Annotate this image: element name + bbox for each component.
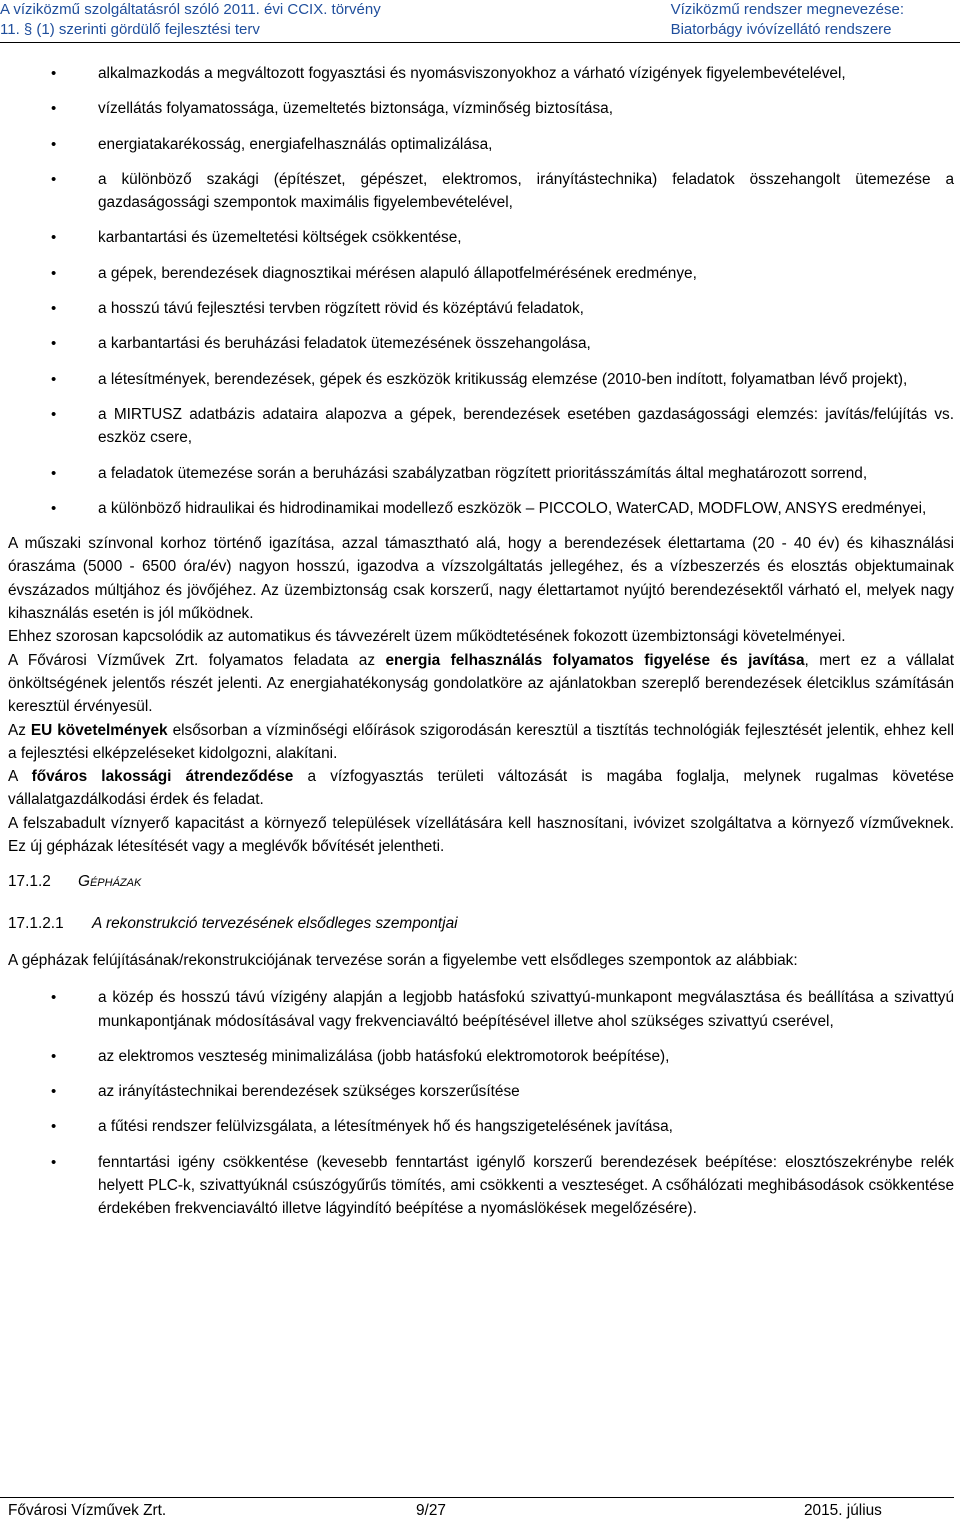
- list-item: • a MIRTUSZ adatbázis adataira alapozva a gépek, berendezések esetében gazdaságossági elemzés: javítás/felújítás vs. eszköz csere,: [8, 403, 954, 450]
- paragraph-text: elsősorban a vízminőségi előírások szigorodásán keresztül a tisztítás technológiák fejlesztését jelentik, ehhez kell a fejlesztési elképzeléseket kidolgozni, alakítani.: [8, 721, 954, 762]
- document-body: [8, 62, 954, 1233]
- header-right: [671, 0, 904, 40]
- header-system-name: Biatorbágy ivóvízellátó rendszere: [670, 21, 892, 38]
- footer-company: Fővárosi Vízművek Zrt.: [8, 1502, 167, 1519]
- paragraph-text: A Fővárosi Vízművek Zrt. folyamatos feladata az: [8, 651, 386, 669]
- header-system-label: Víziközmű rendszer megnevezése:: [670, 1, 904, 18]
- subsection-title: A rekonstrukció tervezésének elsődleges szempontjai: [92, 914, 458, 932]
- section-title: Gépházak: [78, 873, 142, 891]
- paragraph-text: A: [8, 768, 32, 786]
- section-heading: [8, 870, 954, 893]
- list-item: • a különböző szakági (építészet, gépészet, elektromos, irányítástechnika) feladatok összehangolt ütemezése a gazdaságossági szempontok maximális figyelembevételével,: [8, 168, 954, 215]
- list-item: • a feladatok ütemezése során a beruházási szabályzatban rögzített prioritásszámítás által meghatározott sorrend,: [8, 462, 954, 485]
- list-item: • vízellátás folyamatossága, üzemeltetés biztonsága, vízminőség biztosítása,: [8, 97, 954, 120]
- list-item: • a létesítmények, berendezések, gépek és eszközök kritikusság elemzése (2010-ben indított, folyamatban lévő projekt),: [8, 368, 954, 391]
- criteria-list: [8, 62, 954, 520]
- paragraph-emphasis: EU követelmények: [30, 721, 168, 739]
- paragraph-automation: Ehhez szorosan kapcsolódik az automatikus és távvezérelt üzem működtetésének fokozott üzembiztonsági követelményei.: [8, 628, 846, 646]
- paragraph-text: Az: [8, 721, 31, 739]
- paragraph-population: [8, 765, 954, 812]
- page-header: [0, 0, 960, 43]
- list-item: • a hosszú távú fejlesztési tervben rögzített rövid és középtávú feladatok,: [8, 297, 954, 320]
- list-item: • alkalmazkodás a megváltozott fogyasztási és nyomásviszonyokhoz a várható vízigények figyelembevételével,: [8, 62, 954, 85]
- paragraph-emphasis: főváros lakossági átrendeződése: [31, 768, 294, 786]
- subsection-number: 17.1.2.1: [8, 914, 64, 932]
- header-left: [0, 0, 381, 40]
- footer-date: 2015. július: [804, 1502, 882, 1519]
- footer-page-number: 9/27: [416, 1502, 446, 1519]
- subsection-heading: [8, 912, 954, 935]
- paragraph-capacity: A felszabadult víznyerő kapacitást a környező települések vízellátására kell hasznosítani, ivóvizet szolgáltatva a környező vízműveknek. Ez új gépházak létesítését vagy a meglévők bővítését jelentheti.: [8, 814, 954, 856]
- list-item: • karbantartási és üzemeltetési költségek csökkentése,: [8, 226, 954, 249]
- page-footer: [0, 1497, 954, 1524]
- list-item: • a fűtési rendszer felülvizsgálata, a létesítmények hő és hangszigetelésének javítása,: [8, 1115, 954, 1138]
- aspects-list: [8, 986, 954, 1220]
- paragraph-emphasis: energia felhasználás folyamatos figyelése és javítása: [385, 651, 805, 669]
- paragraph-eu: [8, 719, 954, 766]
- list-item: • a közép és hosszú távú vízigény alapján a legjobb hatásfokú szivattyú-munkapont megválasztása és beállítása a szivattyú munkapontjának módosításával vagy frekvenciaváltó beépítésével illetve ahol szükséges szivattyú cserével,: [8, 986, 954, 1033]
- list-item: • a gépek, berendezések diagnosztikai mérésen alapuló állapotfelmérésének eredménye,: [8, 262, 954, 285]
- paragraph-technical-level: A műszaki színvonal korhoz történő igazítása, azzal támasztható alá, hogy a berendezések élettartama (20 - 40 év) és kihasználási óraszáma (5000 - 6500 óra/év) nagyon hosszú, igazodva a vízszolgáltatás jellegéhez, és a vízbeszerzés és elosztás objektumainak évszázados múltjához és jövőjéhez. Az üzembiztonság csak korszerű, nagy élettartamot nyújtó berendezésektől várható el, melyek nagy kihasználás esetén is jól működnek.: [8, 535, 954, 623]
- list-item: • energiatakarékosság, energiafelhasználás optimalizálása,: [8, 133, 954, 156]
- list-item: • a különböző hidraulikai és hidrodinamikai modellező eszközök – PICCOLO, WaterCAD, MODFLOW, ANSYS eredményei,: [8, 497, 954, 520]
- paragraph-energy: [8, 649, 954, 719]
- list-item: • az irányítástechnikai berendezések szükséges korszerűsítése: [8, 1080, 954, 1103]
- list-item: • az elektromos veszteség minimalizálása (jobb hatásfokú elektromotorok beépítése),: [8, 1045, 954, 1068]
- paragraph-text: a vízfogyasztás területi változását is magába foglalja, melynek rugalmas követése vállalatgazdálkodási érdek és feladat.: [8, 768, 954, 809]
- header-law-section: 11. § (1) szerinti gördülő fejlesztési terv: [0, 21, 260, 38]
- list-item: • a karbantartási és beruházási feladatok ütemezésének összehangolása,: [8, 332, 954, 355]
- section-number: 17.1.2: [8, 873, 51, 891]
- header-law-title: A víziközmű szolgáltatásról szóló 2011. évi CCIX. törvény: [0, 1, 381, 18]
- list-item: • fenntartási igény csökkentése (kevesebb fenntartást igénylő korszerű berendezések beépítése: elosztószekrénybe relék helyett PLC-k, szivattyúknál csúszógyűrűs tömítés, ami csökkenti a veszteséget. A csőhálózati meghibásodások csökkentése érdekében frekvenciaváltó illetve lágyindító beépítése a nyomáslökések megelőzésére).: [8, 1151, 954, 1221]
- paragraph-text: , mert ez a vállalat önköltségének jelentős részét jelenti. Az energiahatékonyság gondolatköre az ajánlatokban szereplő berendezések életciklus számításán keresztül érvényesül.: [8, 651, 954, 716]
- intro-paragraph: A gépházak felújításának/rekonstrukciójának tervezése során a figyelembe vett elsődleges szempontok az alábbiak:: [8, 951, 798, 969]
